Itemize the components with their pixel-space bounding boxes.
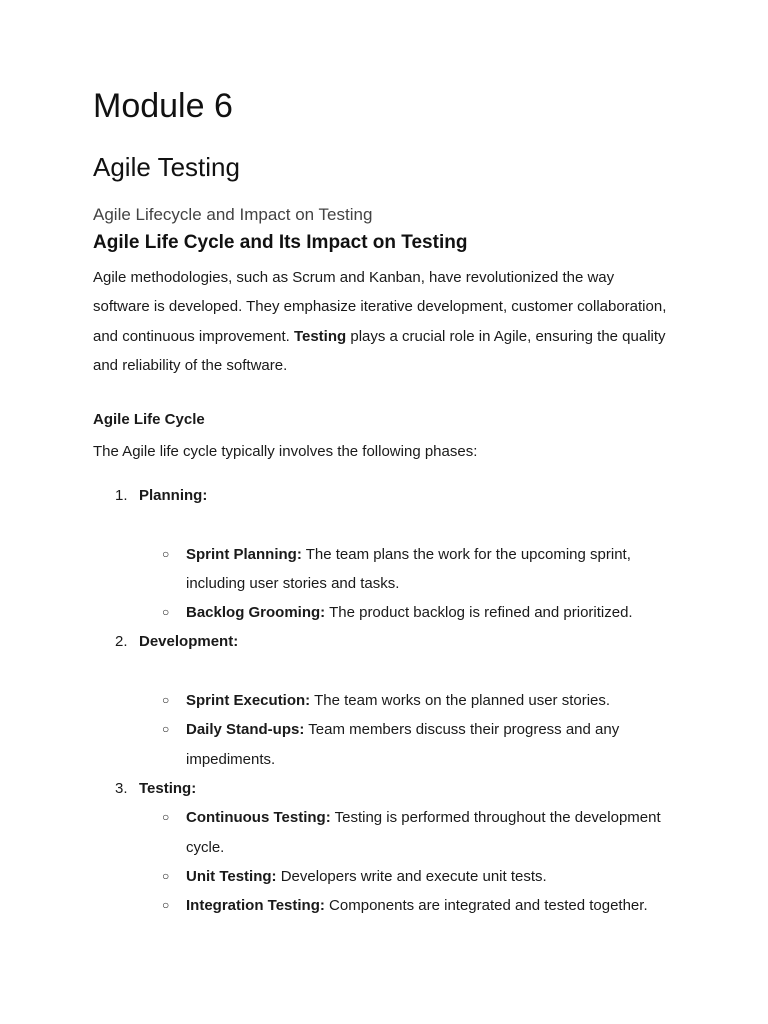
phase-number: 1. (115, 487, 128, 504)
bullet-text: Developers write and execute unit tests. (276, 867, 547, 885)
bullet-text: The team works on the planned user stories. (310, 692, 611, 710)
bullet-title: Continuous Testing: (186, 809, 331, 827)
bullet-list (93, 540, 693, 628)
intro-text-part2: plays a crucial role in Agile, ensuring the quality and reliability of the software. (93, 327, 666, 374)
bullet-title: Integration Testing: (186, 897, 325, 915)
bullet-text: The product backlog is refined and prioritized. (325, 604, 633, 622)
phase-number: 3. (115, 779, 128, 797)
phase-label: Development: (139, 633, 239, 651)
bullet-text: The team plans the work for the upcoming sprint, including user stories and tasks. (186, 545, 631, 592)
phase-number: 2. (115, 633, 128, 651)
phase-list (93, 481, 693, 920)
bullet-title: Sprint Execution: (186, 692, 311, 710)
list-item (93, 803, 693, 862)
bullet-list (93, 686, 693, 774)
page-title: Module 6 (93, 87, 233, 125)
bullet-title: Sprint Planning: (186, 545, 302, 563)
bullet-text: Testing is performed throughout the development cycle. (186, 809, 661, 856)
list-item (93, 891, 693, 920)
bullet-text: Team members discuss their progress and any impediments. (186, 721, 620, 768)
bullet-title: Daily Stand-ups: (186, 721, 305, 739)
bullet-list (93, 803, 693, 920)
list-item (93, 774, 693, 920)
circle-bullet-icon: ○ (162, 868, 170, 883)
list-item (93, 540, 693, 599)
page-subtitle: Agile Testing (93, 152, 240, 182)
list-item (93, 686, 693, 715)
circle-bullet-icon: ○ (162, 722, 170, 737)
circle-bullet-icon: ○ (162, 898, 170, 913)
list-item (93, 862, 693, 891)
phase-label: Planning: (139, 487, 208, 504)
intro-bold-term: Testing (293, 327, 347, 345)
phase-label: Testing: (139, 779, 197, 797)
phase-spacer (93, 510, 693, 539)
intro-paragraph (93, 263, 673, 380)
list-item (93, 627, 693, 773)
lifecycle-heading: Agile Life Cycle (93, 411, 205, 428)
circle-bullet-icon: ○ (162, 605, 170, 620)
bullet-title: Backlog Grooming: (186, 604, 326, 622)
circle-bullet-icon: ○ (162, 810, 170, 825)
main-heading: Agile Life Cycle and Its Impact on Testing (93, 232, 468, 253)
phase-spacer (93, 657, 693, 686)
list-item (93, 715, 693, 774)
list-item (93, 481, 693, 627)
circle-bullet-icon: ○ (162, 693, 170, 708)
list-item (93, 598, 693, 627)
bullet-text: Components are integrated and tested together. (324, 897, 648, 915)
bullet-title: Unit Testing: (186, 867, 277, 885)
circle-bullet-icon: ○ (162, 546, 170, 561)
section-heading: Agile Lifecycle and Impact on Testing (93, 205, 373, 224)
lifecycle-intro: The Agile life cycle typically involves the following phases: (93, 443, 478, 460)
intro-text-part1: Agile methodologies, such as Scrum and Kanban, have revolutionized the way software is developed. They emphasize iterative development, customer collaboration, and continuous improvement. (93, 269, 667, 345)
